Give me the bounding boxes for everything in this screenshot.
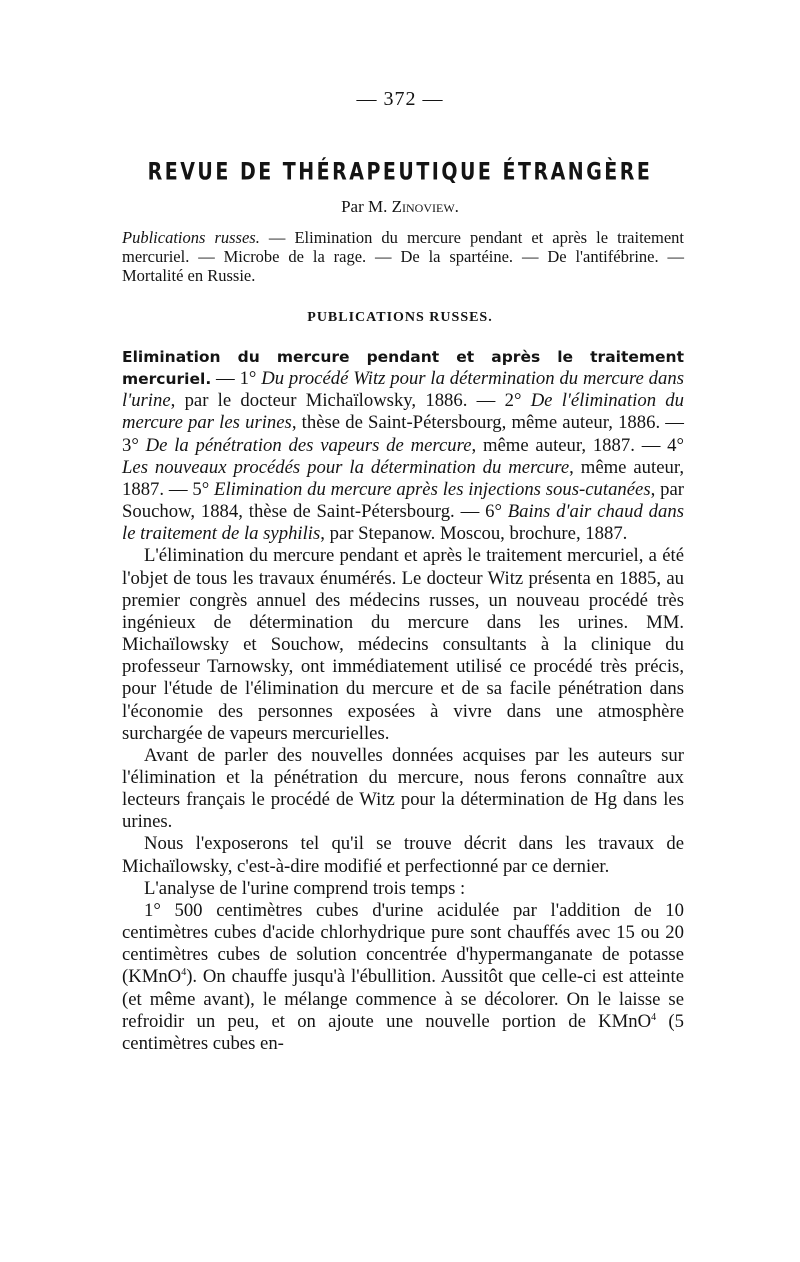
kmno4-superscript-1: 4: [181, 967, 187, 979]
article-body: [122, 346, 684, 1055]
ref-1-title: Du procédé Witz pour la détermination du mercure dans l'urine: [122, 368, 684, 412]
author-name: Zinoview.: [391, 197, 459, 216]
ref-6-title: Bains d'air chaud dans le traitement de la syphilis: [122, 501, 684, 545]
ref-3-rest: , même auteur, 1887.: [471, 434, 635, 456]
paragraph-4: L'analyse de l'urine comprend trois temps :: [144, 877, 466, 899]
ref-4-title: Les nouveaux procédés pour la détermination du mercure: [122, 456, 570, 478]
ref-4-rest: , même auteur, 1887.: [122, 456, 685, 500]
ref-2-title: De l'élimination du mercure par les urines: [122, 390, 684, 434]
article-intro: [122, 346, 684, 545]
author-prefix: Par M.: [341, 197, 388, 216]
paragraph-1: L'élimination du mercure pendant et après le traitement mercuriel, a été l'objet de tous les travaux énumérés. Le docteur Witz présenta en 1885, au premier congrès annuel des médecins russes, un nouveau procédé très ingénieux de détermination du mercure dans les urines. MM. Michaïlowsky et Souchow, médecins consultants à la clinique du professeur Tarnowsky, ont immédiatement utilisé ce procédé très précis, pour l'étude de l'élimination du mercure et de sa facile pénétration dans l'économie des personnes exposées à vivre dans une atmosphère surchargée de vapeurs mercurielles.: [122, 545, 684, 744]
ref-1-rest: , par le docteur Michaïlowsky, 1886.: [170, 390, 468, 412]
paragraph-5-part-3: (5 centimètres cubes en-: [122, 1010, 684, 1054]
kmno4-superscript-2: 4: [651, 1011, 657, 1023]
ref-5-title: Elimination du mercure après les injections sous-cutanées: [214, 478, 651, 500]
ref-4-sep: — 4°: [634, 434, 684, 456]
section-heading: PUBLICATIONS RUSSES.: [307, 310, 493, 325]
ref-2-sep: — 2°: [467, 390, 531, 412]
ref-6-sep: — 6°: [454, 501, 508, 523]
summary-text: — Elimination du mercure pendant et après le traitement mercuriel. — Microbe de la rage. — De la spartéine. — De l'antifébrine. — Mortalité en Russie.: [122, 228, 684, 285]
page-number: — 372 —: [356, 88, 444, 110]
paragraph-5-part-2: ). On chauffe jusqu'à l'ébullition. Aussitôt que celle-ci est atteinte (et même avant), le mélange commence à se décolorer. On le laisse se refroidir un peu, et on ajoute une nouvelle portion de KMnO: [122, 966, 684, 1032]
summary: [122, 228, 684, 285]
paragraph-5-part-1: 1° 500 centimètres cubes d'urine acidulée par l'addition de 10 centimètres cubes d'acide chlorhydrique pure sont chauffés avec 15 ou 20 centimètres cubes de solution concentrée d'hypermanganate de potasse (KMnO: [122, 899, 684, 988]
ref-1-sep: — 1°: [211, 368, 262, 390]
paragraph-3: Nous l'exposerons tel qu'il se trouve décrit dans les travaux de Michaïlowsky, c'est-à-dire modifié et perfectionné par ce dernier.: [122, 833, 684, 877]
article-title: Elimination du mercure pendant et après le traitement mercuriel.: [122, 348, 684, 389]
ref-6-rest: , par Stepanow. Moscou, brochure, 1887.: [320, 523, 628, 545]
author-line: [0, 197, 800, 217]
paragraph-2: Avant de parler des nouvelles données acquises par les auteurs sur l'élimination et la pénétration du mercure, nous ferons connaître aux lecteurs français le procédé de Witz pour la détermination de Hg dans les urines.: [122, 744, 684, 833]
ref-3-sep: — 3°: [122, 412, 684, 456]
ref-3-title: De la pénétration des vapeurs de mercure: [145, 434, 472, 456]
paragraph-5: [122, 900, 684, 1055]
ref-5-sep: — 5°: [164, 478, 215, 500]
summary-lead: Publications russes.: [122, 228, 260, 247]
ref-2-rest: , thèse de Saint-Pétersbourg, même auteur, 1886.: [291, 412, 661, 434]
journal-title: REVUE DE THÉRAPEUTIQUE ÉTRANGÈRE: [147, 158, 653, 186]
ref-5-rest: , par Souchow, 1884, thèse de Saint-Pétersbourg.: [122, 478, 684, 523]
